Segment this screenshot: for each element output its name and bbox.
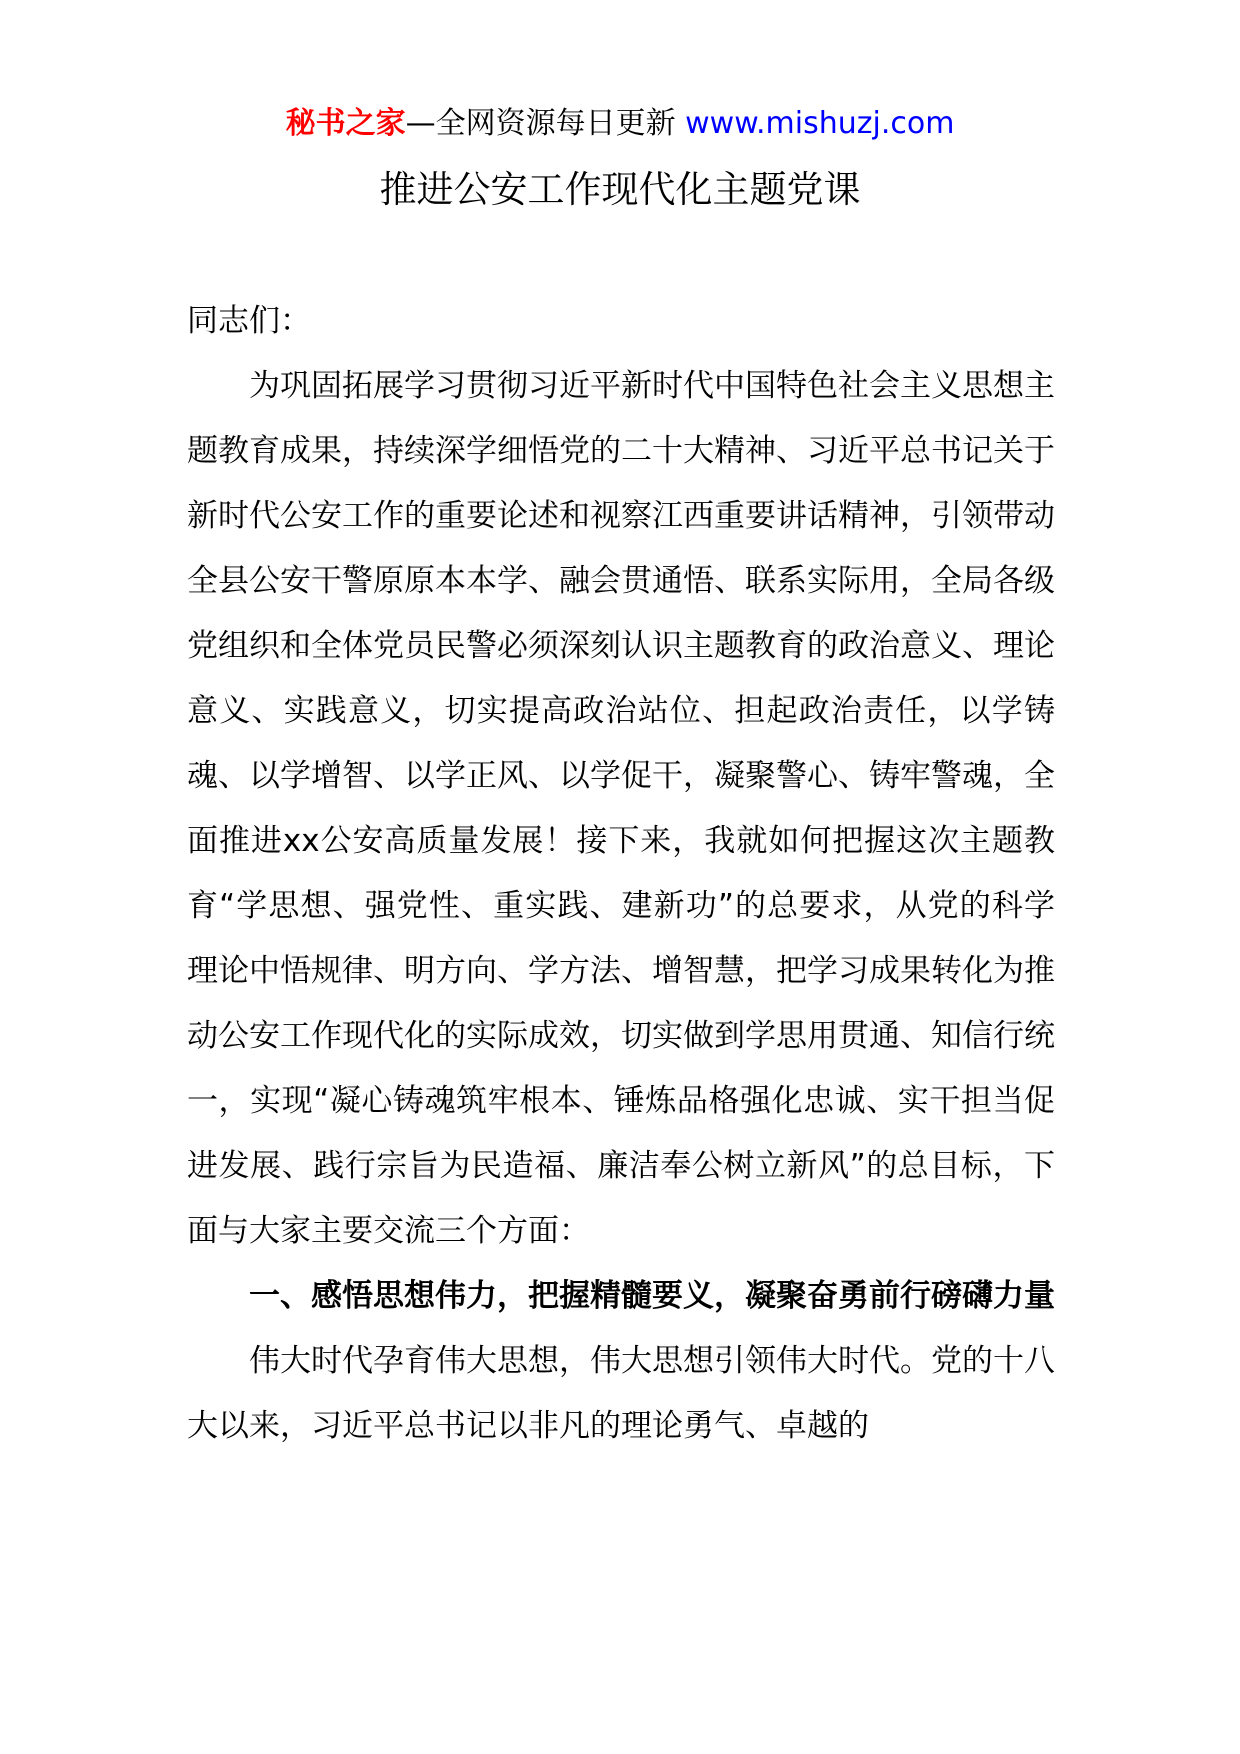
section-1-paragraph: 伟大时代孕育伟大思想，伟大思想引领伟大时代。党的十八大以来，习近平总书记以非凡的理论勇气、卓越的: [187, 1343, 1055, 1444]
site-header: [0, 100, 1240, 148]
site-tagline: —全网资源每日更新: [405, 106, 686, 141]
site-url-link[interactable]: www.mishuzj.com: [685, 106, 955, 141]
salutation: 同志们：: [187, 303, 311, 339]
document-title: 推进公安工作现代化主题党课: [379, 168, 861, 211]
section-heading-1: 一、感悟思想伟力，把握精髓要义，凝聚奋勇前行磅礴力量: [249, 1278, 1055, 1314]
intro-paragraph: 为巩固拓展学习贯彻习近平新时代中国特色社会主义思想主题教育成果，持续深学细悟党的二十大精神、习近平总书记关于新时代公安工作的重要论述和视察江西重要讲话精神，引领带动全县公安干警原原本本学、融会贯通悟、联系实际用，全局各级党组织和全体党员民警必须深刻认识主题教育的政治意义、理论意义、实践意义，切实提高政治站位、担起政治责任，以学铸魂、以学增智、以学正风、以学促干，凝聚警心、铸牢警魂，全面推进xx公安高质量发展！接下来，我就如何把握这次主题教育“学思想、强党性、重实践、建新功”的总要求，从党的科学理论中悟规律、明方向、学方法、增智慧，把学习成果转化为推动公安工作现代化的实际成效，切实做到学思用贯通、知信行统一，实现“凝心铸魂筑牢根本、锤炼品格强化忠诚、实干担当促进发展、践行宗旨为民造福、廉洁奉公树立新风”的总目标，下面与大家主要交流三个方面：: [187, 368, 1055, 1249]
document-body: [187, 289, 1055, 1459]
site-name: 秘书之家: [285, 106, 406, 141]
